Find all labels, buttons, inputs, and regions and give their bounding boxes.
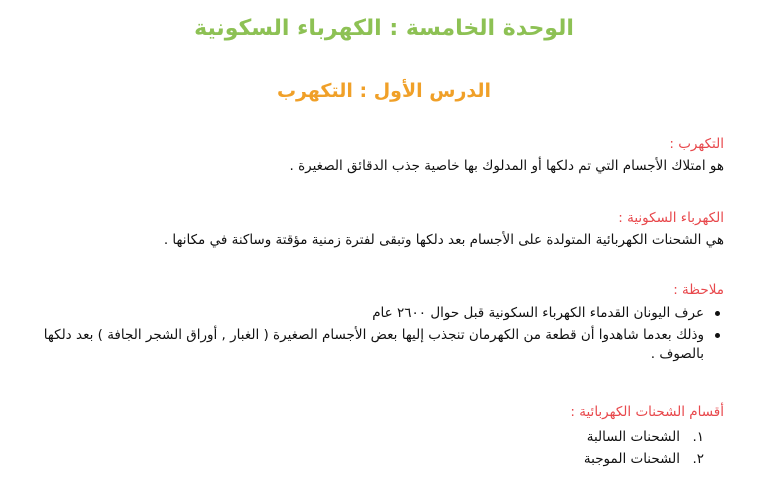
- list-item: [34, 426, 704, 448]
- section-body: هو امتلاك الأجسام التي تم دلكها أو المدلوك بها خاصية جذب الدقائق الصغيرة .: [289, 158, 724, 174]
- note-list: [34, 304, 724, 364]
- list-item-text: الشحنات الموجبة: [583, 451, 680, 467]
- list-item-text: الشحنات السالبة: [586, 429, 680, 445]
- list-number: ٢.: [692, 451, 704, 467]
- section-heading: التكهرب :: [669, 136, 724, 152]
- list-item: [34, 326, 704, 364]
- charge-types-list: [34, 426, 724, 470]
- unit-title: الوحدة الخامسة : الكهرباء السكونية: [194, 16, 574, 41]
- note-section: [34, 280, 724, 367]
- list-item-text: وذلك بعدما شاهدوا أن قطعة من الكهرمان تنجذب إليها بعض الأجسام الصغيرة ( الغبار , أوراق الشجر الجافة ) بعد دلكها بالصوف .: [43, 327, 704, 362]
- bullet-icon: [715, 333, 720, 338]
- list-item: [34, 304, 704, 323]
- charge-types-section: [34, 402, 724, 470]
- note-heading: ملاحظة :: [673, 282, 724, 298]
- section-heading: الكهرباء السكونية :: [618, 210, 724, 226]
- charges-heading: أقسام الشحنات الكهربائية :: [570, 404, 724, 420]
- list-item-text: عرف اليونان القدماء الكهرباء السكونية قبل حوال ٢٦٠٠ عام: [372, 305, 704, 321]
- lesson-title: الدرس الأول : التكهرب: [276, 80, 492, 102]
- definition-electrification: [34, 134, 724, 176]
- list-number: ١.: [692, 429, 704, 445]
- bullet-icon: [715, 311, 720, 316]
- definition-static-electricity: [34, 208, 724, 250]
- section-body: هي الشحنات الكهربائية المتولدة على الأجسام بعد دلكها وتبقى لفترة زمنية مؤقتة وساكنة في مكانها .: [163, 232, 724, 248]
- list-item: [34, 448, 704, 470]
